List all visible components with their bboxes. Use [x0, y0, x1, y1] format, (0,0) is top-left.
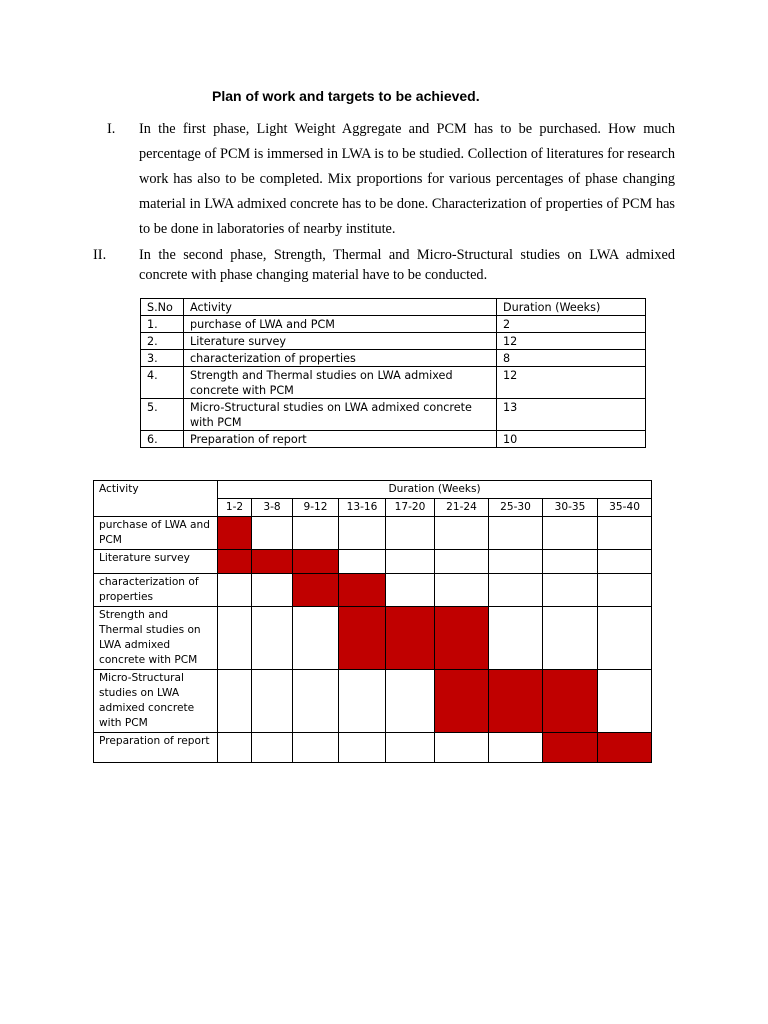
cell-duration: 8: [497, 350, 646, 367]
cell-activity: purchase of LWA and PCM: [184, 316, 497, 333]
gantt-activity-label: Preparation of report: [94, 733, 218, 763]
gantt-bar-cell-empty: [218, 574, 252, 607]
cell-duration: 2: [497, 316, 646, 333]
gantt-bar-cell-empty: [252, 574, 293, 607]
gantt-bar-cell-empty: [386, 574, 435, 607]
cell-sno: 4.: [141, 367, 184, 399]
gantt-bar-cell-empty: [543, 550, 598, 574]
header-activity: Activity: [184, 299, 497, 316]
cell-activity: Literature survey: [184, 333, 497, 350]
gantt-bar-cell-empty: [598, 607, 652, 670]
gantt-period-header: 21-24: [435, 499, 489, 517]
gantt-period-header: 9-12: [293, 499, 339, 517]
cell-sno: 6.: [141, 431, 184, 448]
gantt-duration-header: Duration (Weeks): [218, 481, 652, 499]
cell-sno: 1.: [141, 316, 184, 333]
cell-duration: 12: [497, 367, 646, 399]
gantt-bar-cell-filled: [218, 550, 252, 574]
gantt-row: [94, 607, 652, 670]
gantt-bar-cell-empty: [386, 517, 435, 550]
gantt-bar-cell-filled: [435, 670, 489, 733]
gantt-period-header: 17-20: [386, 499, 435, 517]
table-row: [141, 367, 646, 399]
cell-activity: characterization of properties: [184, 350, 497, 367]
gantt-bar-cell-filled: [435, 607, 489, 670]
gantt-bar-cell-empty: [252, 670, 293, 733]
gantt-bar-cell-empty: [252, 517, 293, 550]
phase-2-numeral: II.: [93, 247, 107, 263]
gantt-period-header: 35-40: [598, 499, 652, 517]
gantt-bar-cell-filled: [598, 733, 652, 763]
gantt-bar-cell-empty: [218, 607, 252, 670]
cell-sno: 5.: [141, 399, 184, 431]
gantt-header-row: [94, 481, 652, 499]
cell-duration: 13: [497, 399, 646, 431]
gantt-bar-cell-filled: [293, 574, 339, 607]
cell-activity: Micro-Structural studies on LWA admixed concrete with PCM: [184, 399, 497, 431]
gantt-bar-cell-filled: [489, 670, 543, 733]
gantt-period-header: 3-8: [252, 499, 293, 517]
gantt-bar-cell-empty: [386, 670, 435, 733]
table-row: [141, 316, 646, 333]
gantt-bar-cell-empty: [252, 607, 293, 670]
gantt-bar-cell-empty: [218, 733, 252, 763]
cell-sno: 3.: [141, 350, 184, 367]
gantt-bar-cell-empty: [435, 574, 489, 607]
table-row: [141, 350, 646, 367]
gantt-bar-cell-empty: [489, 550, 543, 574]
gantt-bar-cell-filled: [252, 550, 293, 574]
gantt-bar-cell-empty: [386, 733, 435, 763]
gantt-row: [94, 670, 652, 733]
header-sno: S.No: [141, 299, 184, 316]
header-duration: Duration (Weeks): [497, 299, 646, 316]
gantt-bar-cell-empty: [598, 670, 652, 733]
gantt-bar-cell-empty: [293, 733, 339, 763]
gantt-period-header: 13-16: [339, 499, 386, 517]
gantt-bar-cell-filled: [543, 670, 598, 733]
gantt-bar-cell-empty: [218, 670, 252, 733]
activity-duration-table: [140, 298, 646, 448]
phase-1-numeral: I.: [107, 121, 116, 137]
gantt-activity-label: Literature survey: [94, 550, 218, 574]
gantt-bar-cell-empty: [339, 517, 386, 550]
phase-1-text: In the first phase, Light Weight Aggregate and PCM has to be purchased. How much percentage of PCM is immersed in LWA is to be studied. Collection of literatures for research work has also to be completed. Mix proportions for various percentages of phase changing material in LWA admixed concrete has to be done. Characterization of properties of PCM has to be done in laboratories of nearby institute.: [139, 121, 675, 237]
gantt-bar-cell-empty: [293, 517, 339, 550]
gantt-activity-label: Micro-Structural studies on LWA admixed concrete with PCM: [94, 670, 218, 733]
gantt-bar-cell-empty: [386, 550, 435, 574]
gantt-bar-cell-empty: [598, 517, 652, 550]
gantt-row: [94, 574, 652, 607]
gantt-bar-cell-filled: [339, 607, 386, 670]
gantt-bar-cell-empty: [489, 574, 543, 607]
gantt-bar-cell-empty: [489, 607, 543, 670]
gantt-bar-cell-empty: [489, 733, 543, 763]
gantt-chart-table: [93, 480, 652, 763]
gantt-activity-label: purchase of LWA and PCM: [94, 517, 218, 550]
page-title: Plan of work and targets to be achieved.: [212, 88, 480, 104]
gantt-bar-cell-empty: [435, 550, 489, 574]
gantt-bar-cell-filled: [293, 550, 339, 574]
table-row: [141, 431, 646, 448]
table-header-row: [141, 299, 646, 316]
gantt-bar-cell-filled: [386, 607, 435, 670]
cell-sno: 2.: [141, 333, 184, 350]
table-row: [141, 399, 646, 431]
gantt-bar-cell-empty: [339, 550, 386, 574]
gantt-bar-cell-empty: [489, 517, 543, 550]
gantt-row: [94, 517, 652, 550]
gantt-row: [94, 733, 652, 763]
gantt-bar-cell-empty: [543, 574, 598, 607]
cell-duration: 12: [497, 333, 646, 350]
gantt-bar-cell-empty: [598, 574, 652, 607]
gantt-activity-header: Activity: [94, 481, 218, 517]
gantt-row: [94, 550, 652, 574]
gantt-bar-cell-empty: [293, 670, 339, 733]
gantt-bar-cell-filled: [543, 733, 598, 763]
gantt-bar-cell-empty: [435, 733, 489, 763]
gantt-period-header: 25-30: [489, 499, 543, 517]
cell-activity: Preparation of report: [184, 431, 497, 448]
gantt-activity-label: Strength and Thermal studies on LWA admixed concrete with PCM: [94, 607, 218, 670]
table-row: [141, 333, 646, 350]
gantt-bar-cell-filled: [218, 517, 252, 550]
gantt-period-header: 30-35: [543, 499, 598, 517]
gantt-bar-cell-filled: [339, 574, 386, 607]
cell-activity: Strength and Thermal studies on LWA admixed concrete with PCM: [184, 367, 497, 399]
gantt-bar-cell-empty: [435, 517, 489, 550]
gantt-bar-cell-empty: [543, 517, 598, 550]
gantt-bar-cell-empty: [339, 733, 386, 763]
gantt-period-header: 1-2: [218, 499, 252, 517]
cell-duration: 10: [497, 431, 646, 448]
phase-2-text: In the second phase, Strength, Thermal and Micro-Structural studies on LWA admixed concrete with phase changing material have to be conducted.: [139, 247, 675, 283]
gantt-activity-label: characterization of properties: [94, 574, 218, 607]
gantt-bar-cell-empty: [252, 733, 293, 763]
gantt-bar-cell-empty: [598, 550, 652, 574]
gantt-bar-cell-empty: [339, 670, 386, 733]
gantt-bar-cell-empty: [543, 607, 598, 670]
gantt-bar-cell-empty: [293, 607, 339, 670]
